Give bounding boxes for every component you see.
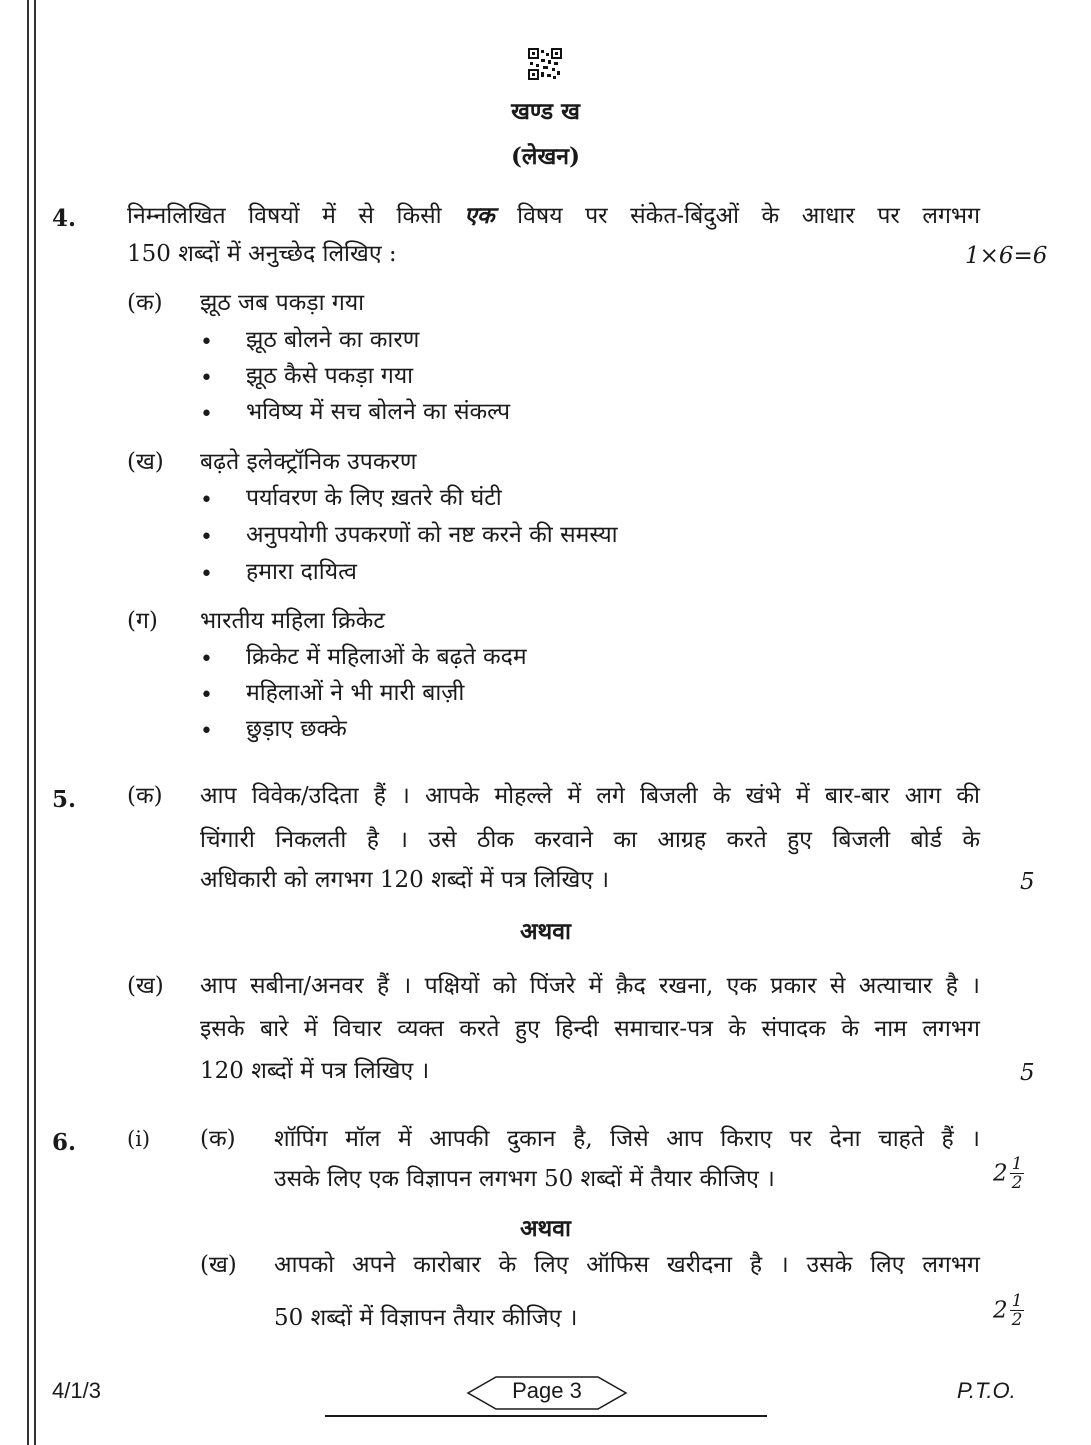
option-title: झूठ जब पकड़ा गया <box>200 290 365 316</box>
fraction-denominator: 2 <box>1011 1173 1023 1193</box>
or-separator: अथवा <box>519 918 571 945</box>
fraction-numerator: 1 <box>1011 1154 1023 1174</box>
option-label: (क) <box>127 783 163 809</box>
question-number: 4. <box>52 205 77 232</box>
or-separator: अथवा <box>519 1215 571 1242</box>
marks-whole: 2 <box>993 1160 1008 1187</box>
bullet-icon: • <box>200 330 213 355</box>
bullet-icon: • <box>200 366 213 391</box>
option-point: पर्यावरण के लिए ख़तरे की घंटी <box>246 485 502 511</box>
option-point: भविष्य में सच बोलने का संकल्प <box>246 399 511 425</box>
option-label: (ख) <box>127 449 164 475</box>
marks <box>993 1292 1024 1329</box>
question-text-line: आप सबीना/अनवर हैं । पक्षियों को पिंजरे में क़ैद रखना, एक प्रकार से अत्याचार है । <box>200 973 980 999</box>
option-point: अनुपयोगी उपकरणों को नष्ट करने की समस्या <box>246 522 618 548</box>
option-point: क्रिकेट में महिलाओं के बढ़ते कदम <box>246 644 527 670</box>
question-emphasis: एक <box>464 202 495 229</box>
option-point: झूठ बोलने का कारण <box>246 327 420 353</box>
question-number: 6. <box>52 1129 77 1156</box>
question-text-part: निम्नलिखित विषयों में से किसी <box>127 203 442 229</box>
marks <box>993 1155 1024 1192</box>
question-text-line: 50 शब्दों में विज्ञापन तैयार कीजिए । <box>274 1305 578 1331</box>
section-title: खण्ड ख <box>511 98 580 125</box>
option-label: (ख) <box>200 1252 237 1278</box>
option-label: (क) <box>127 290 163 316</box>
option-label: (ख) <box>127 973 164 999</box>
marks: 1×6=6 <box>965 243 1048 269</box>
marks-whole: 2 <box>993 1297 1008 1324</box>
question-text-line: चिंगारी निकलती है । उसे ठीक करवाने का आग्रह करते हुए बिजली बोर्ड के <box>200 827 980 853</box>
fraction-numerator: 1 <box>1011 1291 1023 1311</box>
bullet-icon: • <box>200 488 213 513</box>
bullet-icon: • <box>200 719 213 744</box>
qr-code-icon <box>528 48 562 80</box>
page-number: Page 3 <box>512 1378 582 1403</box>
question-text-line: आपको अपने कारोबार के लिए ऑफिस खरीदना है । उसके लिए लगभग <box>274 1252 980 1278</box>
paper-code: 4/1/3 <box>52 1378 101 1403</box>
question-text-part: विषय पर संकेत-बिंदुओं के आधार पर लगभग <box>517 203 981 229</box>
pto-label: P.T.O. <box>957 1378 1016 1403</box>
fraction-denominator: 2 <box>1011 1310 1023 1330</box>
marks: 5 <box>1020 1060 1035 1086</box>
question-text-line: शॉपिंग मॉल में आपकी दुकान है, जिसे आप किराए पर देना चाहते हैं । <box>274 1126 980 1152</box>
bullet-icon: • <box>200 402 213 427</box>
bullet-icon: • <box>200 647 213 672</box>
question-text-line: 150 शब्दों में अनुच्छेद लिखिए : <box>127 241 397 267</box>
option-label: (ग) <box>127 608 158 634</box>
marks-fraction <box>1010 1155 1025 1192</box>
option-point: हमारा दायित्व <box>246 559 357 585</box>
question-text <box>127 197 980 235</box>
option-label: (क) <box>200 1126 236 1152</box>
bullet-icon: • <box>200 562 213 587</box>
option-point: महिलाओं ने भी मारी बाज़ी <box>246 680 465 706</box>
question-text-line: इसके बारे में विचार व्यक्त करते हुए हिन्दी समाचार-पत्र के संपादक के नाम लगभग <box>200 1016 980 1042</box>
question-number: 5. <box>52 786 77 813</box>
question-text-line: 120 शब्दों में पत्र लिखिए । <box>200 1058 430 1084</box>
question-text-line: आप विवेक/उदिता हैं । आपके मोहल्ले में लगे बिजली के खंभे में बार-बार आग की <box>200 783 980 809</box>
option-title: भारतीय महिला क्रिकेट <box>200 608 385 634</box>
bullet-icon: • <box>200 683 213 708</box>
marks-fraction <box>1010 1292 1025 1329</box>
sub-question-label: (i) <box>127 1127 151 1151</box>
section-subtitle: (लेखन) <box>511 143 580 170</box>
marks: 5 <box>1020 869 1035 895</box>
option-title: बढ़ते इलेक्ट्रॉनिक उपकरण <box>200 449 417 475</box>
question-text-line: अधिकारी को लगभग 120 शब्दों में पत्र लिखिए । <box>200 867 610 893</box>
footer-rule <box>325 1415 767 1417</box>
option-point: छुड़ाए छक्के <box>246 716 347 742</box>
question-text-line: उसके लिए एक विज्ञापन लगभग 50 शब्दों में तैयार कीजिए । <box>274 1166 775 1192</box>
bullet-icon: • <box>200 525 213 550</box>
option-point: झूठ कैसे पकड़ा गया <box>246 363 414 389</box>
